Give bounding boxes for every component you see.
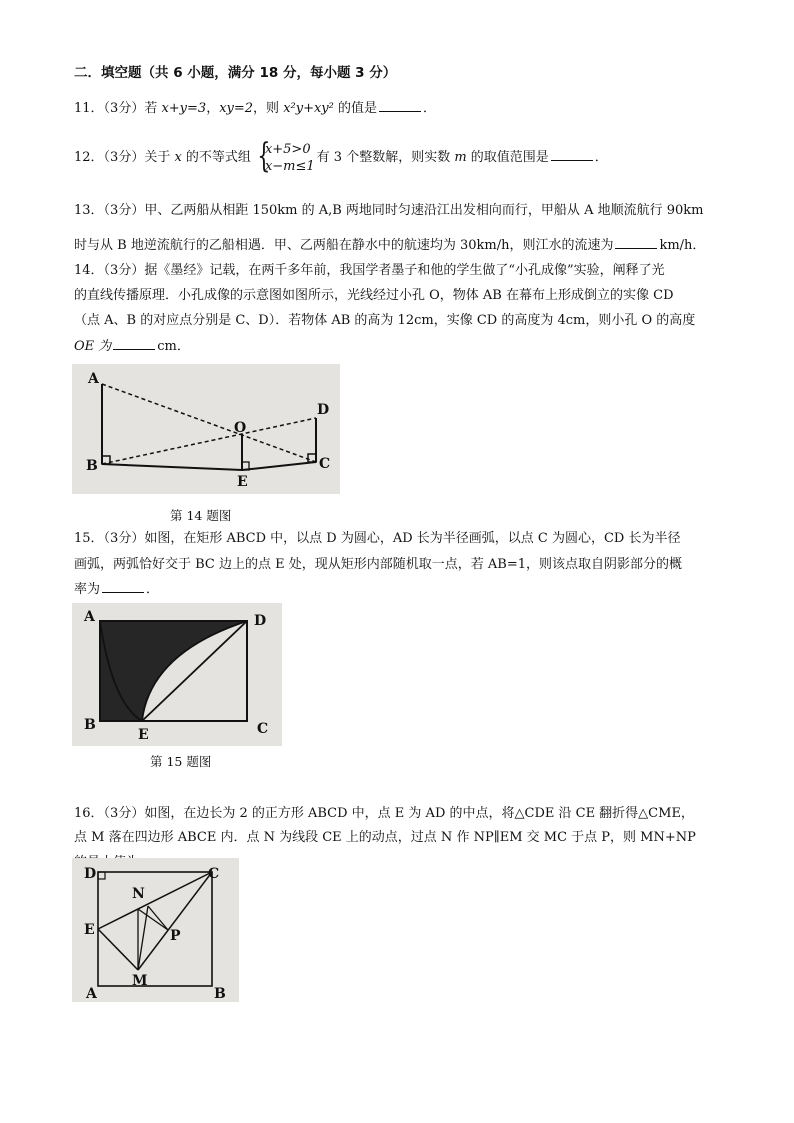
q14-line4 [74, 337, 190, 356]
label-B: B [214, 986, 226, 1002]
label-D: D [84, 866, 97, 882]
q12-tail2: 的取值范围是 [466, 150, 549, 165]
q14-line4a: OE 为 [74, 339, 112, 354]
q11-expr1: x+y=3 [161, 101, 207, 116]
q15-line1: 15．（3分）如图，在矩形 ABCD 中，以点 D 为圆心，AD 长为半径画弧，以点 C 为圆心，CD 长为半径 [74, 531, 681, 546]
q14-line1: 14．（3分）据《墨经》记载，在两千多年前，我国学者墨子和他的学生做了“小孔成像”实验，阐释了光 [74, 263, 665, 278]
brace-icon: { [257, 135, 271, 176]
figure-16-diagram [72, 858, 239, 1002]
label-A: A [88, 371, 99, 387]
q14-line2: 的直线传播原理．小孔成像的示意图如图所示，光线经过小孔 O，物体 AB 在幕布上形成倒立的实像 CD [74, 288, 674, 303]
figure-16 [72, 858, 239, 1002]
label-E: E [84, 922, 95, 938]
q15-line3 [74, 580, 159, 599]
q15-answer-blank[interactable] [102, 580, 144, 593]
figure-14-diagram [72, 364, 340, 494]
label-O: O [234, 420, 247, 436]
q12-row2: x−m≤1 [264, 158, 315, 174]
q14-line3: （点 A、B 的对应点分别是 C、D）．若物体 AB 的高为 12cm，实像 CD 的高度为 4cm，则小孔 O 的高度 [74, 313, 696, 328]
label-C: C [208, 866, 220, 882]
q14-line4b: cm． [157, 339, 190, 354]
label-C: C [257, 721, 269, 737]
label-B: B [86, 458, 98, 474]
q11-sep2: ，则 [253, 101, 284, 116]
q12-inequality-system [253, 135, 315, 176]
q11-expr2: xy=2 [219, 101, 254, 116]
q13-line1: 13．（3分）甲、乙两船从相距 150km 的 A,B 两地同时匀速沿江出发相向而行，甲船从 A 地顺流航行 90km [74, 203, 704, 218]
section-title: 二．填空题（共 6 小题，满分 18 分，每小题 3 分） [74, 65, 397, 81]
label-C: C [319, 456, 331, 472]
question-12 [74, 135, 608, 176]
q13-line2a: 时与从 B 地逆流航行的乙船相遇．甲、乙两船在静水中的航速均为 30km/h，则江水的流速为 [74, 238, 614, 253]
label-A: A [84, 609, 95, 625]
q16-line1: 16．（3分）如图，在边长为 2 的正方形 ABCD 中，点 E 为 AD 的中点，将△CDE 沿 CE 翻折得△CME， [74, 806, 694, 821]
label-M: M [132, 973, 148, 989]
q11-expr3: x²y+xy² [283, 101, 334, 116]
q12-row1: x+5>0 [264, 141, 311, 157]
q12-var: x [174, 150, 182, 165]
q13-line2b: km/h． [659, 238, 706, 253]
figure-15-caption: 第 15 题图 [150, 754, 212, 769]
q11-tail: 的值是 [333, 101, 377, 116]
q11-answer-blank[interactable] [379, 99, 421, 112]
q12-answer-blank[interactable] [551, 148, 593, 161]
q14-answer-blank[interactable] [113, 337, 155, 350]
figure-15 [72, 603, 282, 746]
q12-tail1: 有 3 个整数解，则实数 [316, 150, 455, 165]
q12-number: 12．（3分）关于 [74, 150, 175, 165]
label-P: P [170, 928, 181, 944]
q15-line3b: ． [146, 582, 160, 597]
q11-number: 11．（3分）若 [74, 101, 162, 116]
q15-line2: 画弧，两弧恰好交于 BC 边上的点 E 处，现从矩形内部随机取一点，若 AB=1，则该点取自阴影部分的概 [74, 557, 682, 572]
figure-14-caption: 第 14 题图 [170, 508, 232, 523]
q12-mid: 的不等式组 [181, 150, 251, 165]
label-N: N [132, 886, 145, 902]
label-A: A [86, 986, 97, 1002]
label-B: B [84, 717, 96, 733]
figure-15-diagram [72, 603, 282, 746]
q12-var2: m [454, 150, 467, 165]
label-E: E [237, 474, 248, 490]
q12-end: ． [594, 150, 608, 165]
label-E: E [138, 727, 149, 743]
label-D: D [317, 402, 330, 418]
label-D: D [254, 613, 267, 629]
question-11 [74, 99, 436, 118]
q13-line2 [74, 236, 705, 255]
q15-line3a: 率为 [74, 582, 101, 597]
figure-14 [72, 364, 340, 494]
q16-line2: 点 M 落在四边形 ABCE 内．点 N 为线段 CE 上的动点，过点 N 作 NP∥EM 交 MC 于点 P，则 MN+NP [74, 830, 696, 845]
q11-end: ． [423, 101, 437, 116]
q11-sep1: ， [206, 101, 220, 116]
q13-answer-blank[interactable] [615, 236, 657, 249]
